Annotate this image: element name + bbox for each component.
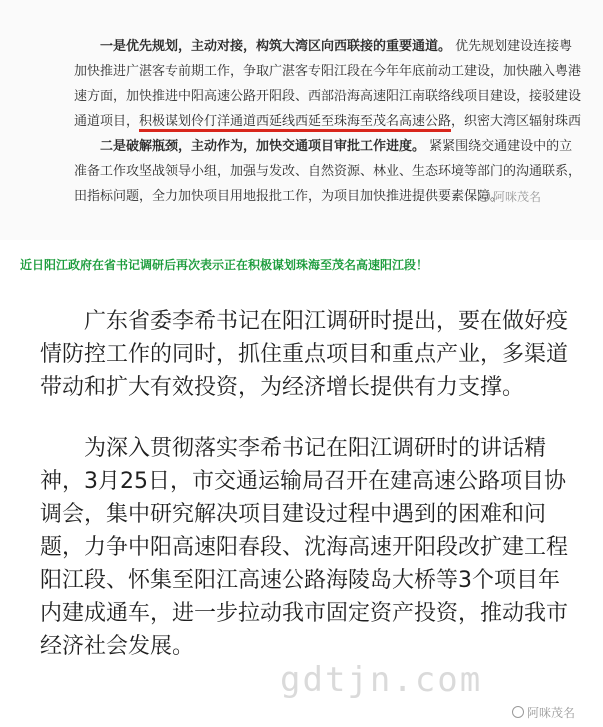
bottom-watermark-text: 阿咪茂名 <box>527 706 576 720</box>
embedded-document-image <box>0 0 603 240</box>
embedded-document-text <box>74 34 603 209</box>
doc-line-7: 田指标问题，全力加快项目用地报批工作，为项目加快推进提供要素保障。 <box>74 189 504 204</box>
doc-line-6: 准备工作攻坚战领导小组，加强与发改、自然资源、林业、生态环境等部门的沟通联系， <box>74 164 582 179</box>
image-caption: 近日阳江政府在省书记调研后再次表示正在积极谋划珠海至茂名高速阳江段！ <box>20 258 429 272</box>
article-paragraph-2: 为深入贯彻落实李希书记在阳江调研时的讲话精神，3月25日，市交通运输局召开在建高速公路项目协调会，集中研究解决项目建设过程中遇到的困难和问题，力争中阳高速阳春段、沈海高速开阳段改扩建工程阳江段、怀集至阳江高速公路海陵岛大桥等3个项目年内建成通车，进一步拉动我市固定资产投资，推动我市经济社会发展。 <box>40 436 569 659</box>
doc-line-4 <box>74 109 603 134</box>
doc-line-4-highlight: 积极谋划伶仃洋通道西延线西延至珠海至茂名高速公路 <box>139 114 451 132</box>
doc-line-1-rest: 优先规划建设连接粤 <box>451 39 573 54</box>
article-body <box>40 305 570 691</box>
watermark-icon-bottom <box>512 706 524 718</box>
doc-line-5-rest: 紧紧围绕交通建设中的立 <box>425 139 573 154</box>
doc-line-5 <box>100 134 603 159</box>
doc-line-1-bold: 一是优先规划，主动对接，构筑大湾区向西联接的重要通道。 <box>100 39 452 54</box>
doc-line-3: 速方面，加快推进中阳高速公路开阳段、西部沿海高速阳江南联络线项目建设，接驳建设 <box>74 89 582 104</box>
doc-image-watermark <box>478 188 541 205</box>
doc-line-4-suffix: ，织密大湾区辐射珠西 <box>451 114 582 129</box>
bottom-watermark <box>512 704 575 721</box>
site-watermark: gdtjn.com <box>280 660 483 700</box>
doc-line-5-bold: 二是破解瓶颈，主动作为，加快交通项目审批工作进度。 <box>100 139 426 154</box>
doc-line-1 <box>100 34 603 59</box>
watermark-icon <box>478 190 490 202</box>
doc-image-watermark-text: 阿咪茂名 <box>493 190 542 204</box>
doc-line-2: 加快推进广湛客专前期工作，争取广湛客专阳江段在今年年底前动工建设，加快融入粤港 <box>74 64 582 79</box>
doc-line-4-prefix: 通道项目， <box>74 114 140 129</box>
article-paragraph-1: 广东省委李希书记在阳江调研时提出，要在做好疫情防控工作的同时，抓住重点项目和重点产业，多渠道带动和扩大有效投资，为经济增长提供有力支撑。 <box>40 309 569 400</box>
